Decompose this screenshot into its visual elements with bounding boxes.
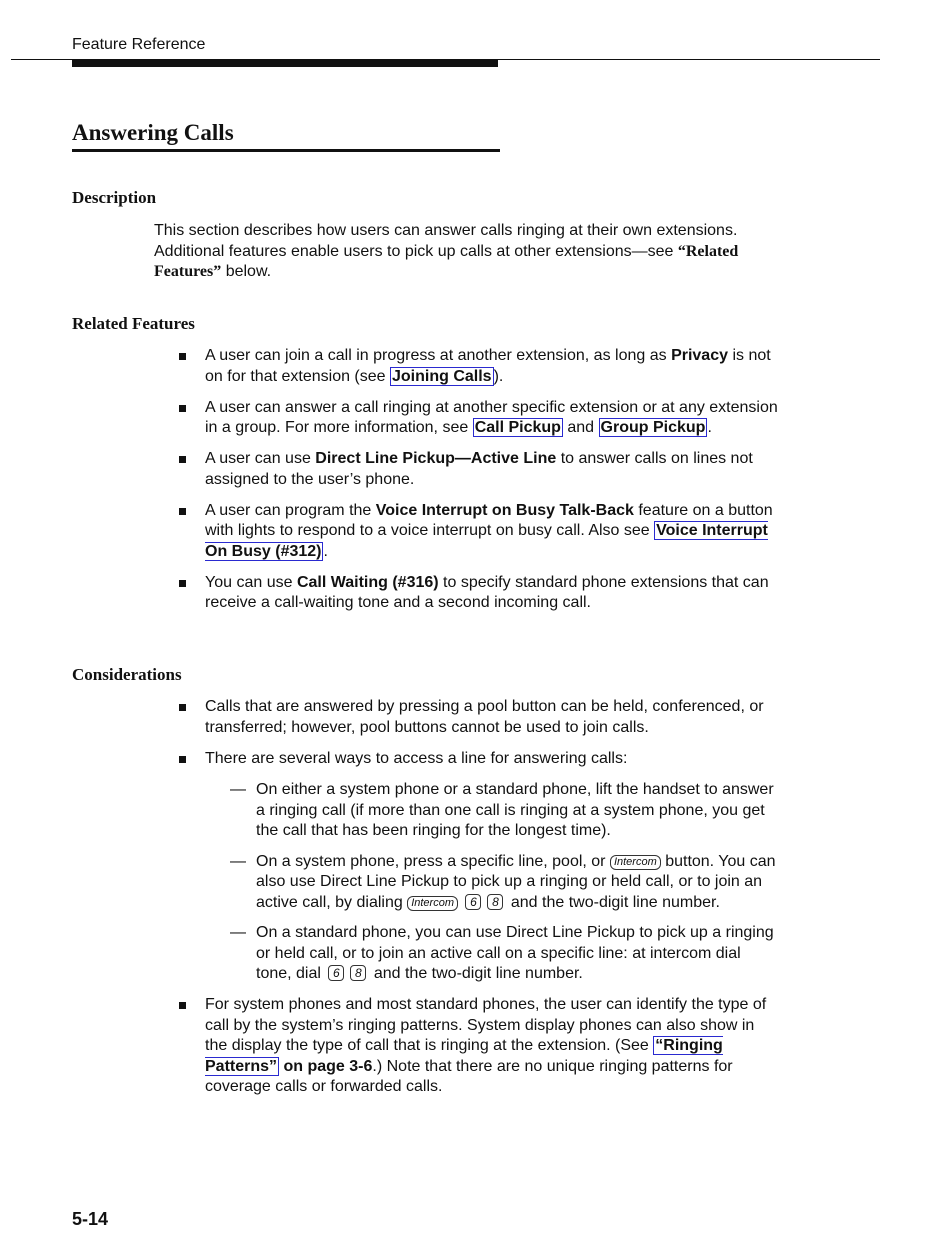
digit-6-key-icon: 6: [465, 894, 481, 910]
section-title: Answering Calls: [72, 120, 234, 145]
sub-item: [205, 780, 778, 842]
item-text: and: [562, 419, 599, 436]
item-text: Calls that are answered by pressing a pool button can be held, conferenced, or transferred; however, pool buttons cannot be used to join calls.: [205, 698, 764, 736]
item-text: You can use: [205, 573, 297, 591]
dash-marker: —: [230, 852, 246, 870]
ringing-patterns-link[interactable]: “Ringing Patterns”: [205, 1037, 723, 1075]
bullet-square-icon: [179, 580, 186, 587]
group-pickup-link[interactable]: Group Pickup: [600, 419, 706, 436]
bullet-square-icon: [179, 508, 186, 515]
dash-marker: —: [230, 924, 246, 941]
considerations-heading: Considerations: [72, 665, 182, 684]
item-text: .: [323, 542, 328, 560]
bullet-square-icon: [179, 704, 186, 711]
related-features-ref: “Related Features”: [154, 242, 739, 280]
bullet-square-icon: [179, 405, 186, 412]
item-text: A user can program the: [205, 501, 376, 519]
list-item: [178, 449, 778, 490]
list-item: [178, 995, 778, 1098]
header-thick-rule: [72, 60, 498, 67]
sub-item-text: On a system phone, press a specific line, pool, or: [256, 852, 610, 870]
related-features-list: [178, 346, 778, 624]
running-header: Feature Reference: [72, 36, 206, 53]
digit-8-key-icon: 8: [350, 965, 366, 981]
sub-item-text: On either a system phone or a standard phone, lift the handset to answer a ringing call (if more than one call is ringing at a system phone, you get the call that has been ringing for the longest time).: [256, 781, 774, 839]
dash-marker: —: [230, 781, 246, 798]
description-text-end: below.: [221, 263, 272, 280]
item-text: to answer calls on lines not assigned to the user’s phone.: [205, 450, 753, 488]
item-text: feature on a button with lights to respond to a voice interrupt on busy call. Also see: [205, 501, 773, 539]
list-item: [178, 749, 778, 985]
access-methods-list: [205, 780, 778, 985]
description-heading: Description: [72, 188, 157, 207]
item-text: .) Note that there are no unique ringing patterns for coverage calls or forwarded calls.: [205, 1057, 733, 1095]
item-text: to specify standard phone extensions that can receive a call-waiting tone and a second incoming call.: [205, 573, 769, 611]
item-text: .: [707, 419, 712, 436]
item-text: ).: [493, 367, 504, 385]
considerations-list: [178, 697, 778, 1108]
item-text: For system phones and most standard phones, the user can identify the type of call by the system’s ringing patterns. System display phones can also show in the display the type of call that is ringing at the extension. (See: [205, 996, 767, 1054]
intercom-key-icon: Intercom: [407, 896, 458, 911]
joining-calls-link[interactable]: Joining Calls: [392, 367, 492, 385]
list-item: [178, 573, 778, 614]
digit-8-key-icon: 8: [487, 894, 503, 910]
sub-item-text: and the two-digit line number.: [369, 965, 583, 982]
item-text: A user can answer a call ringing at another specific extension or at any extension in a group. For more information, see: [205, 398, 778, 436]
direct-line-pickup-term: Direct Line Pickup—Active Line: [315, 450, 557, 467]
bullet-square-icon: [179, 1002, 186, 1009]
list-item: [178, 501, 778, 563]
sub-item-text: button. You can also use Direct Line Pickup to pick up a ringing or held call, or to join an active call, by dialing: [256, 852, 776, 911]
call-waiting-term: Call Waiting (#316): [296, 573, 439, 591]
item-text: is not on for that extension (see: [205, 347, 771, 385]
title-rule: [72, 149, 500, 152]
list-item: [178, 398, 778, 439]
page-number: 5-14: [72, 1209, 109, 1229]
page-reference: on page 3-6: [279, 1057, 373, 1075]
sub-item-text: and the two-digit line number.: [506, 893, 720, 911]
sub-item: [205, 852, 778, 914]
list-item: [178, 697, 778, 738]
item-text: A user can join a call in progress at another extension, as long as: [205, 347, 672, 364]
call-pickup-link[interactable]: Call Pickup: [474, 419, 561, 436]
item-text: There are several ways to access a line for answering calls:: [205, 749, 628, 767]
item-text: A user can use: [205, 450, 316, 467]
bullet-square-icon: [179, 456, 186, 463]
related-features-heading: Related Features: [72, 314, 195, 333]
digit-6-key-icon: 6: [328, 965, 344, 981]
privacy-term: Privacy: [671, 347, 728, 364]
voice-interrupt-talkback-term: Voice Interrupt on Busy Talk-Back: [375, 501, 634, 519]
voice-interrupt-link[interactable]: Voice Interrupt On Busy (#312): [205, 522, 768, 560]
list-item: [178, 346, 778, 387]
description-text: This section describes how users can answer calls ringing at their own extensions. Additional features enable users to pick up calls at other extensions—see: [154, 222, 738, 260]
sub-item-text: On a standard phone, you can use Direct Line Pickup to pick up a ringing or held call, or to join an active call on a specific line: at intercom dial tone, dial: [256, 924, 774, 982]
sub-item: [205, 923, 778, 985]
intercom-key-icon: Intercom: [610, 855, 661, 870]
description-paragraph: [154, 221, 784, 283]
bullet-square-icon: [179, 756, 186, 763]
bullet-square-icon: [179, 353, 186, 360]
